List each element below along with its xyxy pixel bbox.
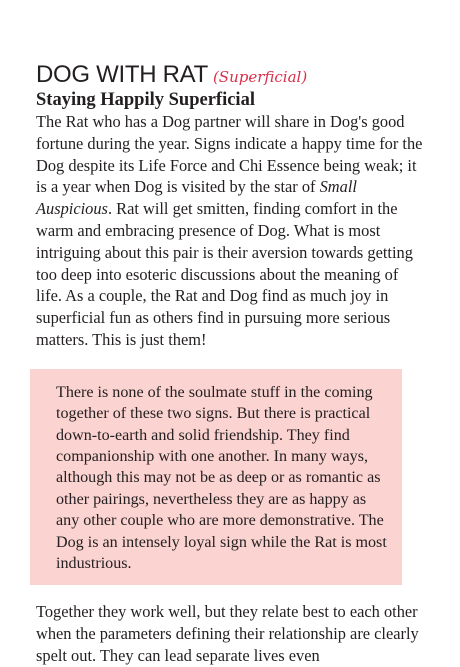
section-subtitle: Staying Happily Superficial <box>36 90 255 110</box>
closing-paragraph: Together they work well, but they relate best to each other when the parameters defining their relationship are clearly spelt out. They can lead separate lives even <box>36 602 419 666</box>
page-content <box>36 62 426 667</box>
callout-box <box>30 369 402 586</box>
callout-text: There is none of the soulmate stuff in the coming together of these two signs. But there is practical down-to-earth and solid friendship. They find companionship with one another. In many ways, although this may not be as deep or as romantic as other pairings, nevertheless they are as happy as any other couple who are more demonstrative. The Dog is an intensely loyal sign while the Rat is most industrious. <box>56 383 387 573</box>
section-heading <box>36 62 426 88</box>
intro-text-part1: The Rat who has a Dog partner will share in Dog's good fortune during the year. Signs indicate a happy time for the Dog despite its Life Force and Chi Essence being weak; it is a year when Dog is visited by the star of <box>36 112 423 197</box>
section-title: DOG WITH RAT <box>36 61 208 88</box>
intro-text-part2: . Rat will get smitten, finding comfort in the warm and embracing presence of Dog. What is most intriguing about this pair is their aversion towards getting too deep into esoteric discussions about the meaning of life. As a couple, the Rat and Dog find as much joy in superficial fun as others find in pursuing more serious matters. This is just them! <box>36 199 413 349</box>
star-name: Small Auspicious <box>36 177 357 219</box>
intro-paragraph <box>36 111 426 351</box>
section-tag: (Superficial) <box>212 68 308 86</box>
